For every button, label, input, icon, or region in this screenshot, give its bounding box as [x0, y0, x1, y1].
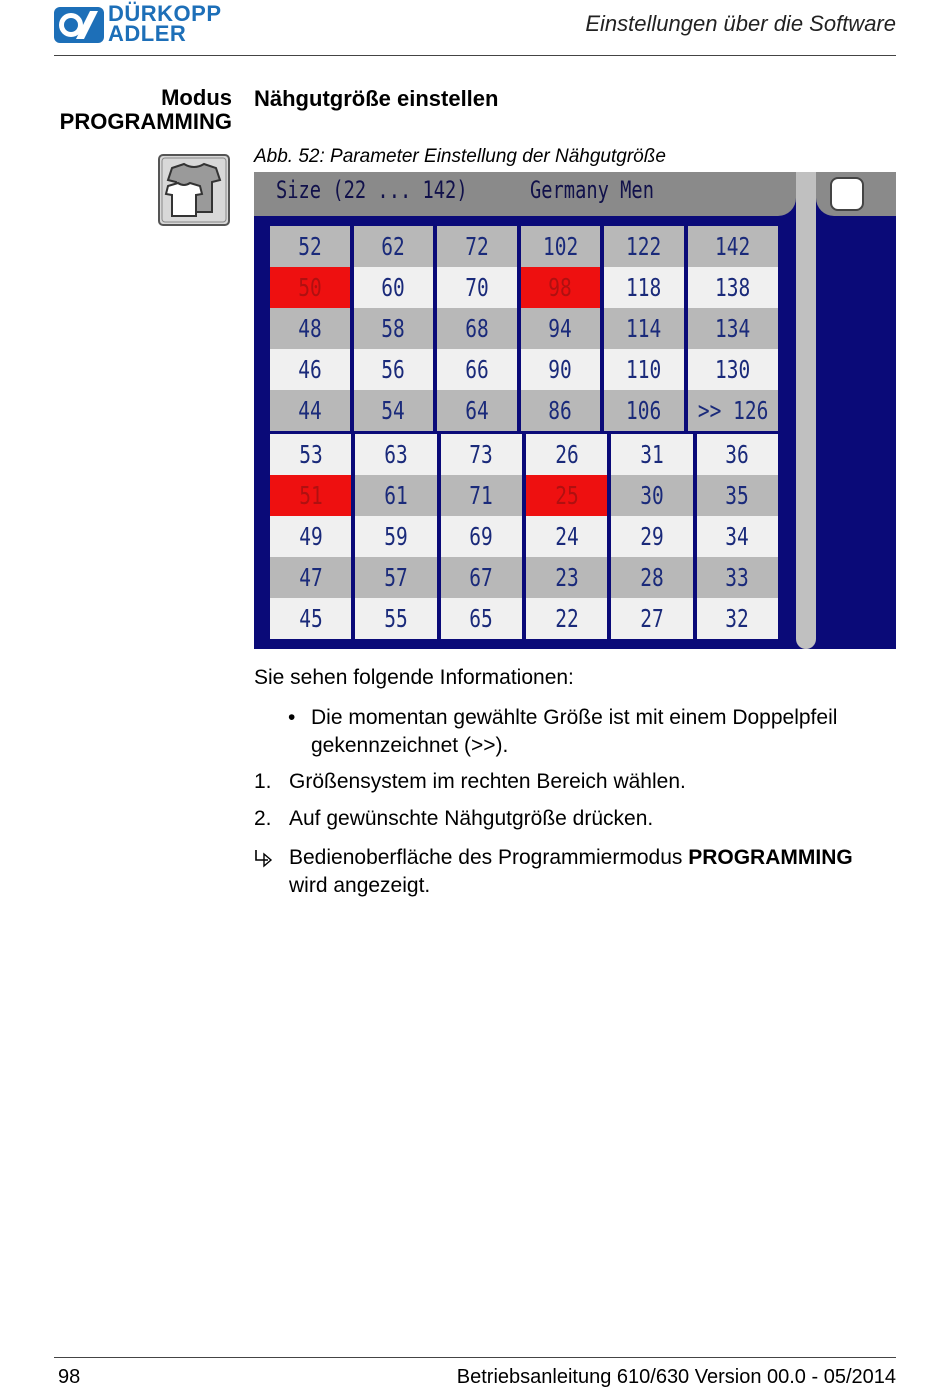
- size-cell[interactable]: [521, 349, 601, 390]
- size-cell[interactable]: [354, 349, 434, 390]
- size-grid: [270, 226, 778, 639]
- size-cell[interactable]: [355, 516, 436, 557]
- size-value: 138: [715, 273, 751, 302]
- size-cell[interactable]: [697, 516, 778, 557]
- bullet-text: Die momentan gewählte Größe ist mit einem Doppelpfeil gekennzeichnet (>>).: [311, 706, 838, 757]
- size-cell[interactable]: [354, 308, 434, 349]
- size-value: 56: [381, 355, 406, 384]
- size-value: 69: [469, 522, 494, 551]
- logo-line1: DÜRKOPP: [108, 1, 222, 26]
- size-value: 26: [554, 440, 579, 469]
- size-value: 134: [715, 314, 751, 343]
- size-value: 55: [384, 604, 408, 633]
- mode-line1: Modus: [161, 85, 232, 110]
- intro-text: Sie sehen folgende Informationen:: [254, 666, 574, 689]
- size-value: 54: [381, 396, 406, 425]
- figure-caption: Abb. 52: Parameter Einstellung der Nähgutgröße: [254, 146, 666, 167]
- size-cell[interactable]: [441, 475, 522, 516]
- size-cell[interactable]: [441, 557, 522, 598]
- size-cell[interactable]: [354, 267, 434, 308]
- size-cell[interactable]: [355, 557, 436, 598]
- size-block: [270, 434, 778, 639]
- size-value: 106: [626, 396, 662, 425]
- footer-rule: [54, 1357, 896, 1358]
- size-cell[interactable]: [688, 267, 778, 308]
- mode-line2: PROGRAMMING: [59, 109, 232, 134]
- size-cell[interactable]: [354, 226, 434, 267]
- size-value: 142: [715, 232, 751, 261]
- size-value: 22: [554, 604, 579, 633]
- size-value: >> 126: [697, 396, 769, 425]
- size-cell[interactable]: [270, 598, 351, 639]
- size-value: 29: [640, 522, 664, 551]
- size-cell[interactable]: [688, 390, 778, 431]
- size-value: 27: [640, 604, 664, 633]
- duerkopp-adler-logo: [54, 1, 234, 46]
- size-cell[interactable]: [526, 598, 607, 639]
- size-cell[interactable]: [611, 598, 692, 639]
- size-value: 23: [554, 563, 579, 592]
- size-cell[interactable]: [437, 267, 517, 308]
- size-cell[interactable]: [604, 267, 684, 308]
- size-value: 30: [640, 481, 664, 510]
- size-value: 71: [469, 481, 494, 510]
- size-value: 72: [465, 232, 489, 261]
- size-cell[interactable]: [437, 226, 517, 267]
- size-value: 122: [626, 232, 662, 261]
- size-value: 66: [465, 355, 489, 384]
- size-value: 44: [298, 396, 322, 425]
- size-cell[interactable]: [355, 475, 436, 516]
- size-selection-screen: [254, 172, 896, 649]
- size-value: 65: [469, 604, 494, 633]
- size-cell[interactable]: [611, 434, 692, 475]
- size-value: 57: [384, 563, 408, 592]
- screen-divider: [796, 172, 816, 649]
- size-value: 49: [298, 522, 323, 551]
- mode-label: [54, 86, 232, 134]
- size-value: 73: [469, 440, 494, 469]
- size-value: 70: [465, 273, 489, 302]
- bullet-dot-icon: •: [288, 706, 296, 729]
- size-value: 61: [384, 481, 408, 510]
- size-cell[interactable]: [697, 557, 778, 598]
- size-system-button[interactable]: [830, 177, 864, 211]
- size-cell[interactable]: [611, 557, 692, 598]
- logo-line2: ADLER: [108, 21, 187, 46]
- size-cell[interactable]: [270, 390, 350, 431]
- size-cell[interactable]: [441, 434, 522, 475]
- size-value: 28: [640, 563, 664, 592]
- size-cell[interactable]: [270, 475, 351, 516]
- size-value: 32: [725, 604, 750, 633]
- size-cell[interactable]: [526, 557, 607, 598]
- size-cell[interactable]: [441, 598, 522, 639]
- size-cell[interactable]: [355, 434, 436, 475]
- result-text-pre: Bedienoberfläche des Programmiermodus: [289, 846, 689, 869]
- size-cell[interactable]: [611, 516, 692, 557]
- size-cell[interactable]: [604, 308, 684, 349]
- size-value: 25: [554, 481, 579, 510]
- size-value: 35: [725, 481, 750, 510]
- logo-text: [108, 1, 222, 46]
- size-value: 67: [469, 563, 494, 592]
- result-text-bold: PROGRAMMING: [688, 846, 853, 869]
- size-cell[interactable]: [270, 308, 350, 349]
- size-range-label: Size (22 ... 142): [276, 176, 468, 204]
- step-text: Größensystem im rechten Bereich wählen.: [289, 770, 686, 793]
- size-value: 102: [542, 232, 578, 261]
- size-value: 34: [725, 522, 750, 551]
- size-cell[interactable]: [611, 475, 692, 516]
- logo-mark-icon: [54, 5, 104, 45]
- size-cell[interactable]: [697, 434, 778, 475]
- size-cell[interactable]: [526, 434, 607, 475]
- size-cell[interactable]: [437, 390, 517, 431]
- size-value: 47: [298, 563, 323, 592]
- screen-title-bar: [254, 172, 796, 216]
- size-value: 46: [298, 355, 322, 384]
- size-cell[interactable]: [437, 349, 517, 390]
- size-cell[interactable]: [437, 308, 517, 349]
- size-cell[interactable]: [697, 598, 778, 639]
- size-value: 31: [640, 440, 664, 469]
- size-value: 33: [725, 563, 750, 592]
- size-cell[interactable]: [270, 557, 351, 598]
- size-cell[interactable]: [521, 390, 601, 431]
- size-value: 60: [381, 273, 406, 302]
- size-cell[interactable]: [270, 267, 350, 308]
- size-value: 110: [626, 355, 662, 384]
- size-cell[interactable]: [521, 308, 601, 349]
- size-cell[interactable]: [604, 349, 684, 390]
- step-text: Auf gewünschte Nähgutgröße drücken.: [289, 807, 654, 830]
- size-value: 63: [384, 440, 408, 469]
- size-cell[interactable]: [355, 598, 436, 639]
- size-cell[interactable]: [441, 516, 522, 557]
- header-rule: [54, 55, 896, 56]
- size-value: 24: [554, 522, 579, 551]
- step-number: 1.: [254, 770, 272, 793]
- size-cell[interactable]: [697, 475, 778, 516]
- size-value: 62: [381, 232, 406, 261]
- size-value: 118: [626, 273, 662, 302]
- size-value: 50: [298, 273, 322, 302]
- size-value: 98: [548, 273, 573, 302]
- size-value: 114: [626, 314, 662, 343]
- size-value: 68: [465, 314, 489, 343]
- result-text-post: wird angezeigt.: [289, 874, 431, 897]
- step-number: 2.: [254, 807, 272, 830]
- page-number: 98: [58, 1366, 81, 1388]
- size-cell[interactable]: [688, 349, 778, 390]
- size-value: 86: [548, 396, 573, 425]
- size-value: 64: [465, 396, 489, 425]
- size-cell[interactable]: [521, 226, 601, 267]
- result-arrow-icon: [254, 848, 274, 872]
- size-value: 51: [298, 481, 323, 510]
- size-cell[interactable]: [270, 226, 350, 267]
- size-value: 53: [298, 440, 323, 469]
- size-cell[interactable]: [270, 516, 351, 557]
- size-cell[interactable]: [270, 434, 351, 475]
- header-title: Einstellungen über die Software: [585, 11, 896, 36]
- size-cell[interactable]: [270, 349, 350, 390]
- size-cell[interactable]: [604, 226, 684, 267]
- size-value: 45: [298, 604, 323, 633]
- size-block: [270, 226, 778, 431]
- size-cell[interactable]: [688, 226, 778, 267]
- size-value: 130: [715, 355, 751, 384]
- size-value: 48: [298, 314, 322, 343]
- size-value: 94: [548, 314, 573, 343]
- size-cell[interactable]: [526, 475, 607, 516]
- size-cell[interactable]: [688, 308, 778, 349]
- size-value: 90: [548, 355, 573, 384]
- t-shirt-size-icon: [158, 154, 230, 226]
- section-heading: Nähgutgröße einstellen: [254, 86, 499, 111]
- size-cell[interactable]: [526, 516, 607, 557]
- size-cell[interactable]: [521, 267, 601, 308]
- size-value: 58: [381, 314, 406, 343]
- size-value: 36: [725, 440, 750, 469]
- size-value: 59: [384, 522, 408, 551]
- size-value: 52: [298, 232, 322, 261]
- footer-document-info: Betriebsanleitung 610/630 Version 00.0 - 05/2014: [456, 1366, 896, 1388]
- size-system-label: Germany Men: [530, 176, 654, 204]
- size-cell[interactable]: [604, 390, 684, 431]
- size-cell[interactable]: [354, 390, 434, 431]
- result-text: [289, 844, 894, 900]
